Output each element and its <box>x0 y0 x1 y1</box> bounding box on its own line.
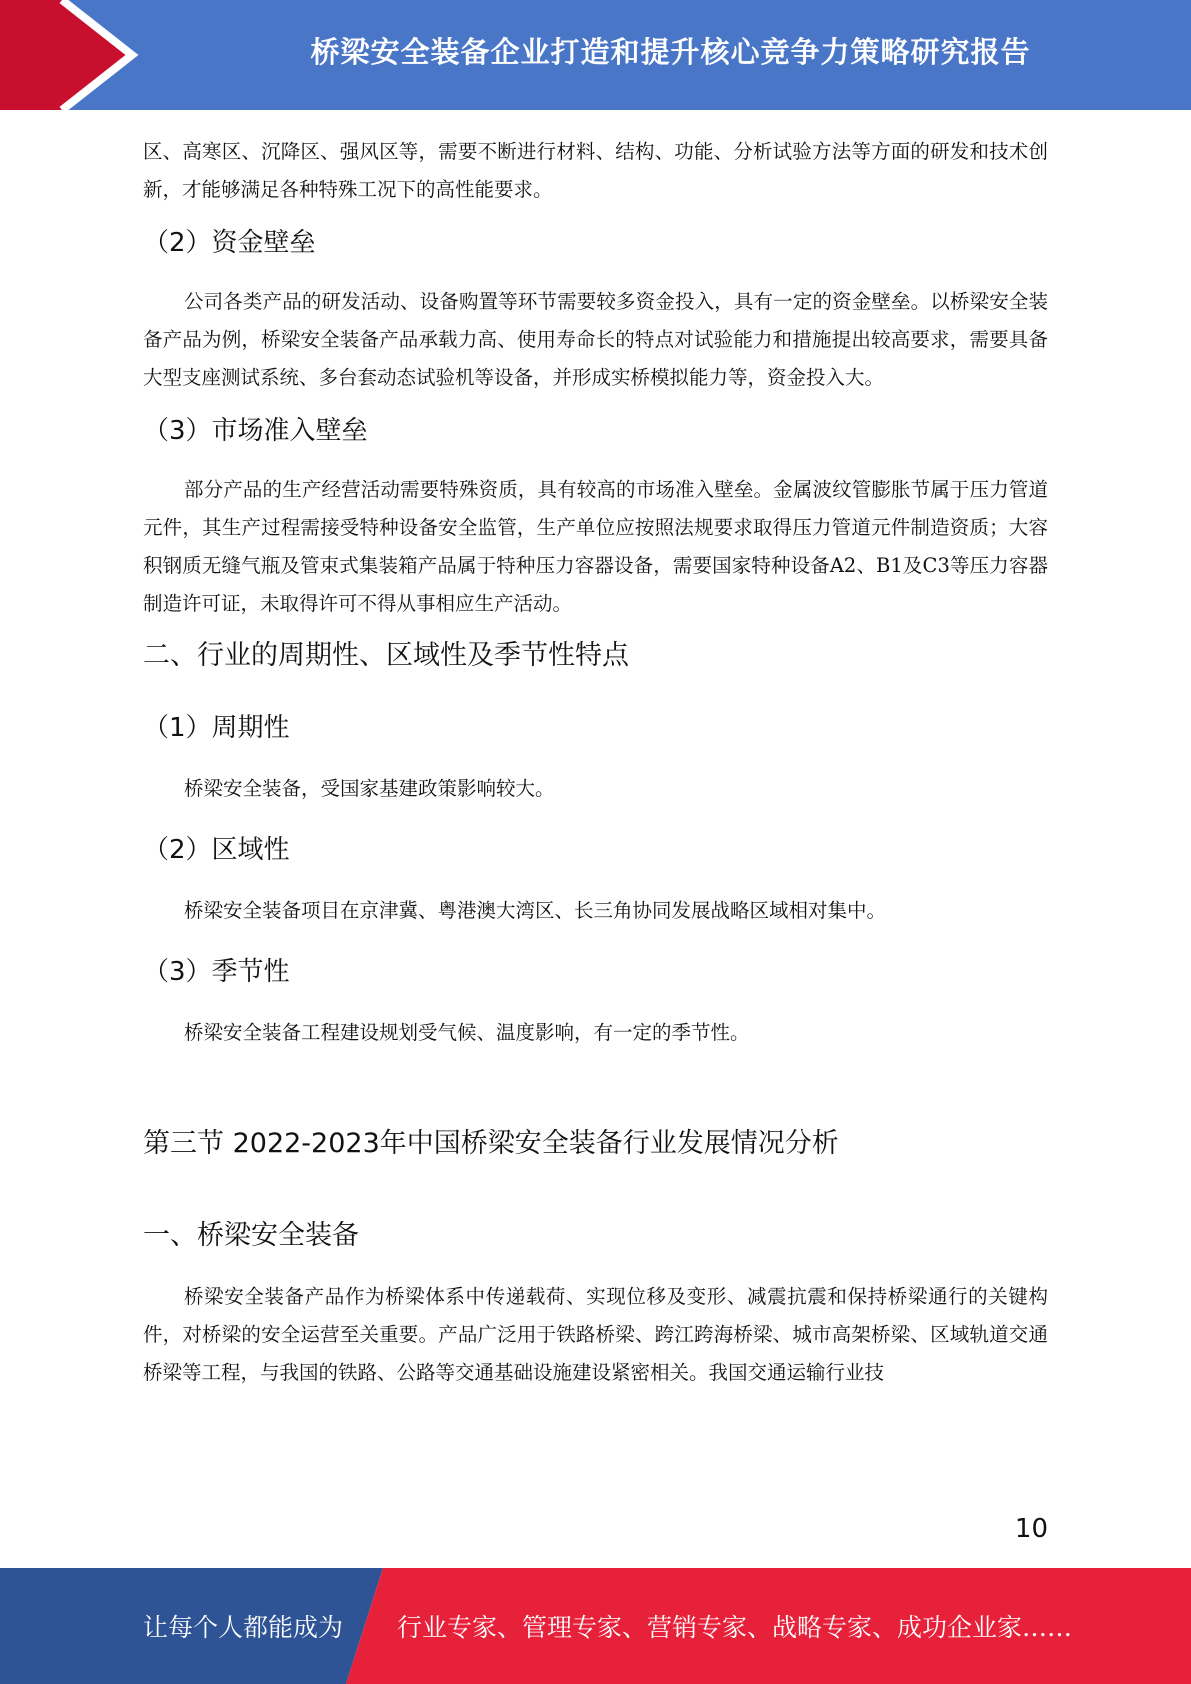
footer-slogan-right: 行业专家、管理专家、营销专家、战略专家、成功企业家…… <box>397 1613 1073 1642</box>
capital-paragraph: 公司各类产品的研发活动、设备购置等环节需要较多资金投入，具有一定的资金壁垒。以桥梁安全装备产品为例，桥梁安全装备产品承载力高、使用寿命长的特点对试验能力和措施提出较高要求，需要具备大型支座测试系统、多台套动态试验机等设备，并形成实桥模拟能力等，资金投入大。 <box>143 290 1048 389</box>
market-paragraph: 部分产品的生产经营活动需要特殊资质，具有较高的市场准入壁垒。金属波纹管膨胀节属于压力管道元件，其生产过程需接受特种设备安全监管，生产单位应按照法规要求取得压力管道元件制造资质；大容积钢质无缝气瓶及管束式集装箱产品属于特种压力容器设备，需要国家特种设备A2、B1及C3等压力容器制造许可证，未取得许可不得从事相应生产活动。 <box>143 478 1048 615</box>
heading-market-barrier: （3）市场准入壁垒 <box>143 416 368 446</box>
heading-seasonality: （3）季节性 <box>143 957 290 987</box>
report-title: 桥梁安全装备企业打造和提升核心竞争力策略研究报告 <box>310 34 1031 69</box>
seasonality-paragraph: 桥梁安全装备工程建设规划受气候、温度影响，有一定的季节性。 <box>184 1021 750 1044</box>
page-header <box>0 0 1191 110</box>
equipment-paragraph: 桥梁安全装备产品作为桥梁体系中传递载荷、实现位移及变形、减震抗震和保持桥梁通行的关键构件，对桥梁的安全运营至关重要。产品广泛用于铁路桥梁、跨江跨海桥梁、城市高架桥梁、区域轨道交通桥梁等工程，与我国的铁路、公路等交通基础设施建设紧密相关。我国交通运输行业技 <box>143 1285 1048 1384</box>
heading-capital-barrier: （2）资金壁垒 <box>143 228 316 258</box>
heading-industry-features: 二、行业的周期性、区域性及季节性特点 <box>143 640 629 671</box>
periodicity-paragraph: 桥梁安全装备，受国家基建政策影响较大。 <box>184 777 555 800</box>
intro-paragraph: 区、高寒区、沉降区、强风区等，需要不断进行材料、结构、功能、分析试验方法等方面的研发和技术创新，才能够满足各种特殊工况下的高性能要求。 <box>143 140 1048 201</box>
page-footer <box>0 1568 1191 1684</box>
heading-regionality: （2）区域性 <box>143 835 290 865</box>
page-number: 10 <box>1014 1514 1048 1544</box>
red-arrow-decoration <box>0 0 160 110</box>
heading-periodicity: （1）周期性 <box>143 713 290 743</box>
regionality-paragraph: 桥梁安全装备项目在京津冀、粤港澳大湾区、长三角协同发展战略区域相对集中。 <box>184 899 887 922</box>
footer-slogan-left: 让每个人都能成为 <box>143 1613 344 1642</box>
heading-bridge-equipment: 一、桥梁安全装备 <box>143 1220 359 1251</box>
page-content <box>143 133 1048 1392</box>
section-three-title: 第三节 2022-2023年中国桥梁安全装备行业发展情况分析 <box>143 1128 839 1159</box>
